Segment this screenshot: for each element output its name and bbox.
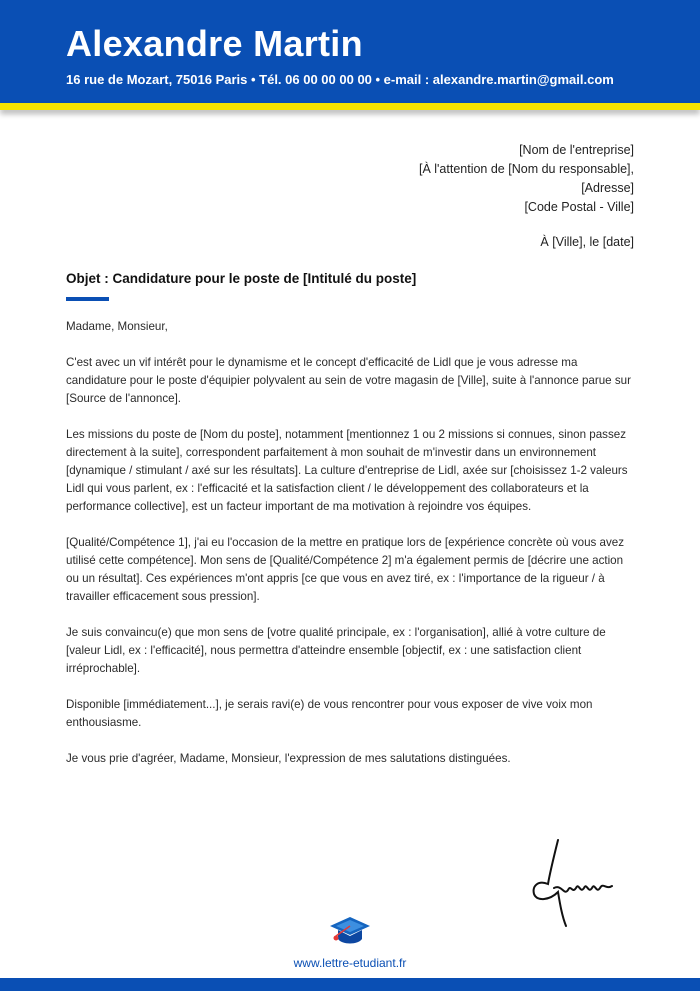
recipient-postal: [Code Postal - Ville]: [524, 200, 634, 214]
applicant-name: Alexandre Martin: [66, 23, 363, 64]
website-link[interactable]: www.lettre-etudiant.fr: [293, 956, 407, 970]
footer-bar: [0, 978, 700, 991]
paragraph-conviction: Je suis convaincu(e) que mon sens de [votre qualité principale, ex : l'organisation], allié à votre culture de [valeur Lidl, ex : l'efficacité], nous permettra d'atteindre ensemble [objectif, ex : une satisfaction client irréprochable].: [66, 626, 606, 675]
paragraph-availability: Disponible [immédiatement...], je serais ravi(e) de vous rencontrer pour vous exposer de vive voix mon enthousiasme.: [66, 698, 593, 729]
place-date: À [Ville], le [date]: [540, 235, 634, 249]
subject-underline: [66, 297, 109, 301]
recipient-address: [Adresse]: [581, 181, 634, 195]
paragraph-skills: [Qualité/Compétence 1], j'ai eu l'occasion de la mettre en pratique lors de [expérience concrète où vous avez utilisé cette compétence]. Mon sens de [Qualité/Compétence 2] m'a également permis de [décrire une action ou un résultat]. Ces expériences m'ont appris [ce que vous en avez tiré, ex : l'importance de la rigueur / à travailler efficacement sous pression].: [66, 536, 625, 603]
header-banner: [0, 0, 700, 103]
letter-body: [66, 318, 638, 786]
header-accent-stripe: [0, 103, 700, 110]
letter-subject: Objet : Candidature pour le poste de [Intitulé du poste]: [66, 271, 417, 286]
signature-mark: [528, 838, 620, 928]
recipient-company: [Nom de l'entreprise]: [519, 143, 634, 157]
paragraph-intro: C'est avec un vif intérêt pour le dynamisme et le concept d'efficacité de Lidl que je vous adresse ma candidature pour le poste d'équipier polyvalent au sein de votre magasin de [Ville], suite à l'annonce parue sur [Source de l'annonce].: [66, 356, 631, 405]
paragraph-missions: Les missions du poste de [Nom du poste], notamment [mentionnez 1 ou 2 missions si connues, sinon passez directement à la suite], correspondent parfaitement à mon souhait de m'investir dans un environnement [dynamique / stimulant / axé sur les résultats]. La culture d'entreprise de Lidl, axée sur [choisissez 1-2 valeurs Lidl qui vous parlent, ex : l'efficacité et la satisfaction client / le développement des collaborateurs et la performance collective], est un facteur important de ma motivation à rejoindre vos équipes.: [66, 428, 628, 513]
graduation-cap-icon: [328, 914, 372, 950]
contact-line: 16 rue de Mozart, 75016 Paris • Tél. 06 00 00 00 00 • e-mail : alexandre.martin@gmail.com: [66, 72, 614, 87]
salutation: Madame, Monsieur,: [66, 320, 168, 333]
paragraph-closing: Je vous prie d'agréer, Madame, Monsieur, l'expression de mes salutations distinguées.: [66, 752, 511, 765]
recipient-attention: [À l'attention de [Nom du responsable],: [418, 162, 634, 176]
recipient-block: [274, 141, 634, 217]
